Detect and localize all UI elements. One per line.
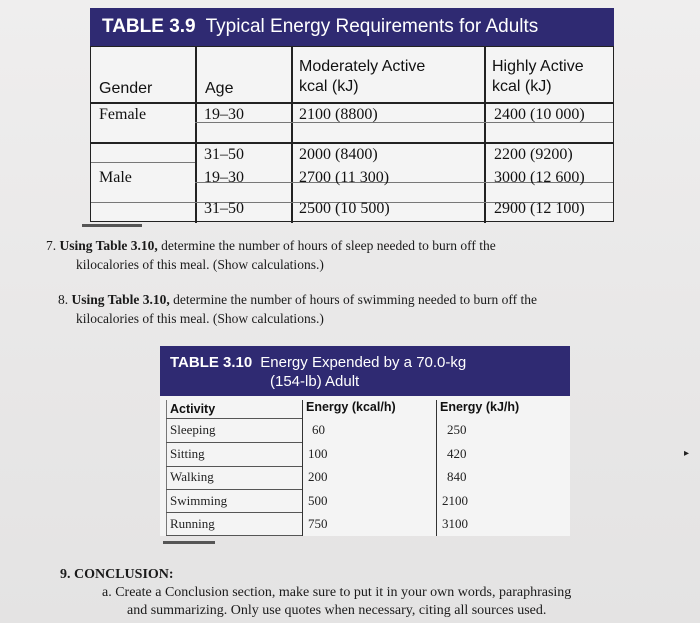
cell-age: 31–50 [204, 146, 244, 163]
table-3-9-header [90, 8, 614, 46]
cell-age: 19–30 [204, 106, 244, 123]
row-divider [166, 442, 302, 443]
header-gender: Gender [99, 80, 153, 97]
conclusion-line1: a. Create a Conclusion section, make sure to put it in your own words, paraphrasing [102, 585, 572, 600]
column-divider [166, 400, 167, 536]
cell-activity: Running [170, 516, 215, 531]
table-3-9 [90, 8, 614, 222]
cell-kj: 250 [447, 422, 467, 437]
question-number: 7. [46, 238, 57, 253]
row-divider [166, 535, 302, 536]
row-divider [91, 162, 195, 163]
table-number: TABLE 3.9 [102, 16, 196, 37]
cell-gender: Male [99, 169, 132, 186]
cell-moderate: 2500 (10 500) [299, 200, 390, 217]
cell-kcal: 500 [308, 493, 328, 508]
cell-kcal: 200 [308, 469, 328, 484]
row-divider [166, 489, 302, 490]
cell-kj: 840 [447, 469, 467, 484]
header-moderate-line2: kcal (kJ) [299, 78, 359, 95]
cell-high: 2400 (10 000) [494, 106, 585, 123]
cell-gender: Female [99, 106, 147, 123]
table-3-10-header [160, 346, 570, 396]
table-number: TABLE 3.10 [170, 354, 253, 371]
cell-kcal: 750 [308, 516, 328, 531]
header-kcal: Energy (kcal/h) [306, 400, 396, 414]
row-divider [166, 512, 302, 513]
table-3-10 [160, 346, 570, 536]
conclusion-line2: and summarizing. Only use quotes when necessary, citing all sources used. [127, 603, 547, 618]
row-divider [166, 418, 302, 419]
table-3-10-body [160, 396, 570, 536]
column-divider [436, 400, 437, 536]
question-7-line2: kilocalories of this meal. (Show calculations.) [76, 257, 324, 272]
column-divider [291, 47, 293, 223]
table-3-9-body [90, 46, 614, 222]
conclusion-heading: 9. CONCLUSION: [60, 567, 174, 582]
question-text: determine the number of hours of swimming needed to burn off the [173, 292, 537, 307]
cell-moderate: 2700 (11 300) [299, 169, 390, 186]
cell-kj: 3100 [442, 516, 468, 531]
question-8-line2: kilocalories of this meal. (Show calculations.) [76, 311, 324, 326]
cell-moderate: 2000 (8400) [299, 146, 378, 163]
cell-age: 19–30 [204, 169, 244, 186]
question-bold: Using Table 3.10, [71, 292, 170, 307]
table-title: Typical Energy Requirements for Adults [205, 16, 539, 37]
column-divider [302, 400, 303, 536]
table-title-line1 [170, 354, 466, 371]
table-title: Energy Expended by a 70.0-kg [260, 354, 467, 371]
header-high-line2: kcal (kJ) [492, 78, 552, 95]
question-7 [46, 237, 496, 255]
cell-activity: Swimming [170, 493, 228, 508]
question-number: 8. [58, 292, 69, 307]
cell-age: 31–50 [204, 200, 244, 217]
cell-kcal: 100 [308, 446, 328, 461]
question-8 [58, 291, 537, 309]
copyright-credit [82, 224, 142, 227]
header-high-line1: Highly Active [492, 58, 584, 75]
cell-kcal: 60 [312, 422, 325, 437]
question-text: determine the number of hours of sleep needed to burn off the [161, 238, 496, 253]
cell-activity: Sitting [170, 446, 205, 461]
column-divider [484, 47, 486, 223]
copyright-credit [163, 541, 215, 544]
column-divider [195, 47, 197, 223]
cell-high: 3000 (12 600) [494, 169, 585, 186]
header-moderate-line1: Moderately Active [299, 58, 426, 75]
cell-kj: 420 [447, 446, 467, 461]
question-bold: Using Table 3.10, [59, 238, 158, 253]
row-divider [91, 102, 613, 104]
cell-high: 2200 (9200) [494, 146, 573, 163]
table-title-line2: (154-lb) Adult [270, 373, 360, 390]
header-age: Age [205, 80, 234, 97]
conclusion [60, 566, 571, 620]
row-divider [166, 466, 302, 467]
header-activity: Activity [170, 402, 216, 416]
cell-activity: Sleeping [170, 422, 216, 437]
arrow-icon: ▸ [684, 448, 690, 459]
cell-moderate: 2100 (8800) [299, 106, 378, 123]
cell-activity: Walking [170, 469, 214, 484]
row-divider [91, 142, 613, 144]
cell-high: 2900 (12 100) [494, 200, 585, 217]
header-kj: Energy (kJ/h) [440, 400, 520, 414]
cell-kj: 2100 [442, 493, 468, 508]
